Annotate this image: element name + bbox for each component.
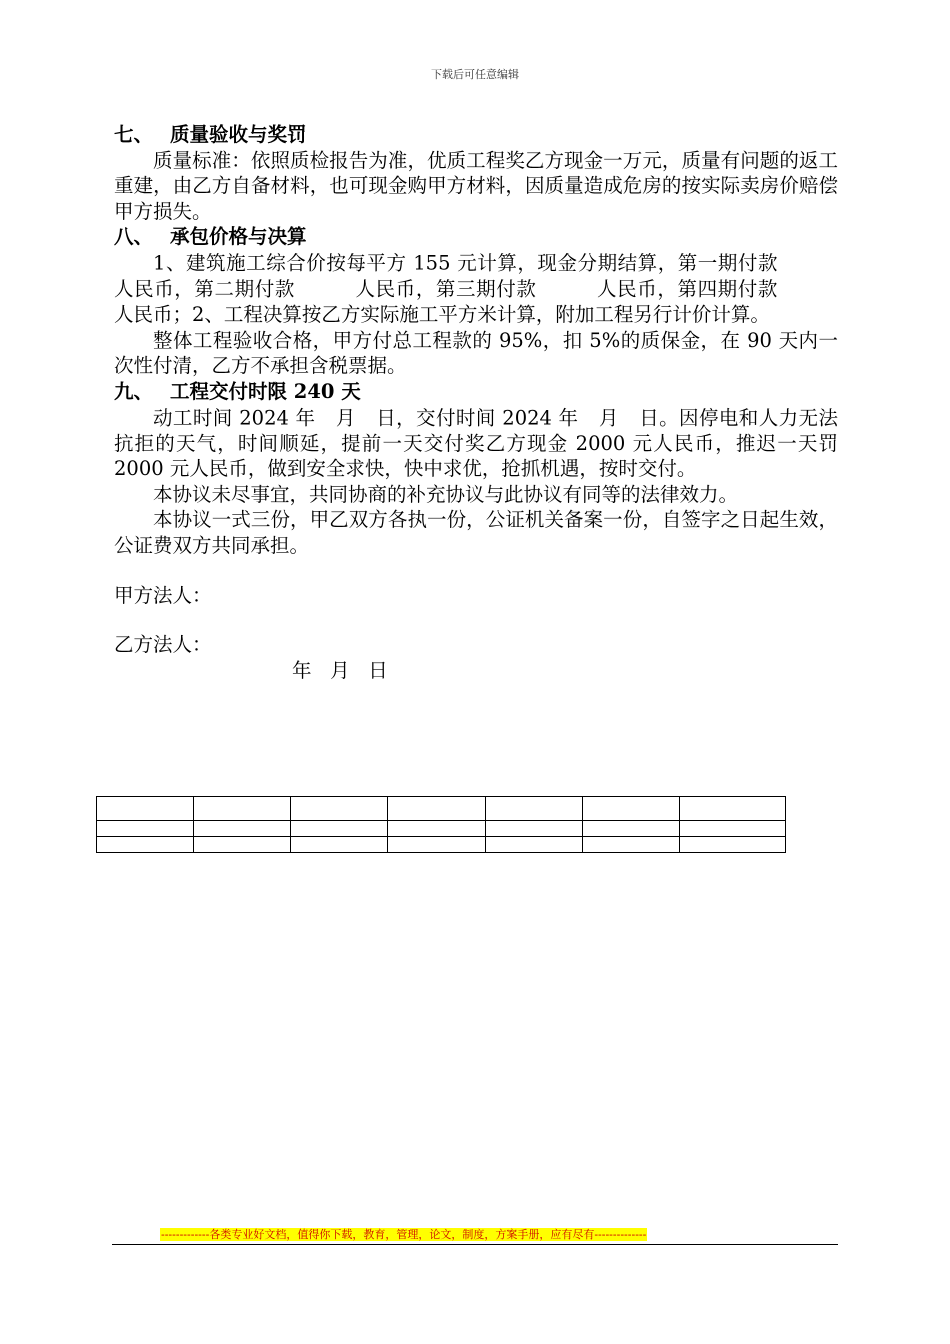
- table-cell: [291, 821, 388, 837]
- party-b-signature: 乙方法人：: [114, 633, 212, 657]
- paragraph: [114, 405, 838, 482]
- text-run: 人民币，第三期付款: [354, 277, 537, 301]
- section-number: 八、: [114, 225, 154, 249]
- blank-field: [295, 276, 355, 296]
- paragraph: 本协议一式三份，甲乙双方各执一份，公证机关备案一份，自签字之日起生效，公证费双方共同承担。: [114, 508, 838, 557]
- text-run: 人民币；2、工程决算按乙方实际施工平方米计算，附加工程另行计价计算。: [114, 303, 770, 327]
- table-row: [97, 821, 786, 837]
- page-header: 下载后可任意编辑: [431, 68, 519, 81]
- blank-field: [315, 405, 335, 425]
- blank-field: [536, 276, 596, 296]
- table-cell: [194, 837, 291, 853]
- section-title: 承包价格与决算: [170, 225, 307, 249]
- table-cell: [388, 837, 485, 853]
- table-cell: [679, 837, 785, 853]
- section-title: 质量验收与奖罚: [170, 123, 307, 146]
- section-heading-7: [114, 122, 838, 148]
- table-row: [97, 837, 786, 853]
- footer-banner: -------------各类专业好文档，值得你下载，教育，管理，论文，制度，方案手册，应有尽有--------------: [161, 1228, 647, 1241]
- table-row: [97, 797, 786, 821]
- table-cell: [291, 797, 388, 821]
- text-run: 人民币，第二期付款: [114, 277, 295, 301]
- table-cell: [291, 837, 388, 853]
- section-title: 工程交付时限 240 天: [170, 379, 361, 403]
- blank-field: [578, 405, 598, 425]
- table-cell: [679, 797, 785, 821]
- table-cell: [194, 797, 291, 821]
- text-run: 日，交付时间 2024 年: [375, 406, 579, 430]
- blank-field: [619, 405, 639, 425]
- blank-field: [778, 250, 838, 270]
- paragraph: 整体工程验收合格，甲方付总工程款的 95%，扣 5%的质保金，在 90 天内一次性付清，乙方不承担含税票据。: [114, 328, 838, 378]
- paragraph: [114, 250, 838, 328]
- text-run: 1、建筑施工综合价按每平方 155 元计算，现金分期结算，第一期付款: [153, 251, 778, 275]
- blank-field: [778, 276, 838, 296]
- party-a-signature: 甲方法人：: [114, 583, 212, 607]
- paragraph: 本协议未尽事宜，共同协商的补充协议与此协议有同等的法律效力。: [153, 482, 739, 506]
- table-cell: [679, 821, 785, 837]
- table-cell: [97, 797, 194, 821]
- section-number: 七、: [114, 123, 154, 146]
- table-cell: [582, 797, 679, 821]
- document-body: [114, 122, 838, 683]
- text-run: 人民币，第四期付款: [596, 277, 778, 301]
- signature-date: 年 月 日: [292, 658, 388, 682]
- blank-field: [356, 405, 376, 425]
- text-run: 月: [598, 406, 619, 430]
- table-cell: [485, 797, 582, 821]
- text-run: 动工时间 2024 年: [153, 406, 316, 430]
- table-cell: [388, 797, 485, 821]
- section-heading-9: [114, 379, 838, 405]
- text-run: 日。因停电和人力无法抗拒的天气，时间顺延，提前一天交付奖乙方现金 2000 元人民币，推迟一天罚 2000 元人民币，做到安全求快，快中求优，抢抓机遇，按时交付。: [114, 406, 838, 481]
- table-cell: [97, 837, 194, 853]
- footer-rule: [112, 1244, 838, 1245]
- section-number: 九、: [114, 379, 154, 403]
- text-run: 月: [335, 406, 356, 430]
- table-cell: [582, 821, 679, 837]
- section-heading-8: [114, 224, 838, 250]
- table-cell: [97, 821, 194, 837]
- table-cell: [388, 821, 485, 837]
- table-cell: [582, 837, 679, 853]
- paragraph: 质量标准：依照质检报告为准，优质工程奖乙方现金一万元，质量有问题的返工重建，由乙方自备材料，也可现金购甲方材料，因质量造成危房的按实际卖房价赔偿甲方损失。: [114, 148, 838, 223]
- table-cell: [485, 837, 582, 853]
- table-cell: [194, 821, 291, 837]
- table-cell: [485, 821, 582, 837]
- blank-table: [96, 796, 786, 853]
